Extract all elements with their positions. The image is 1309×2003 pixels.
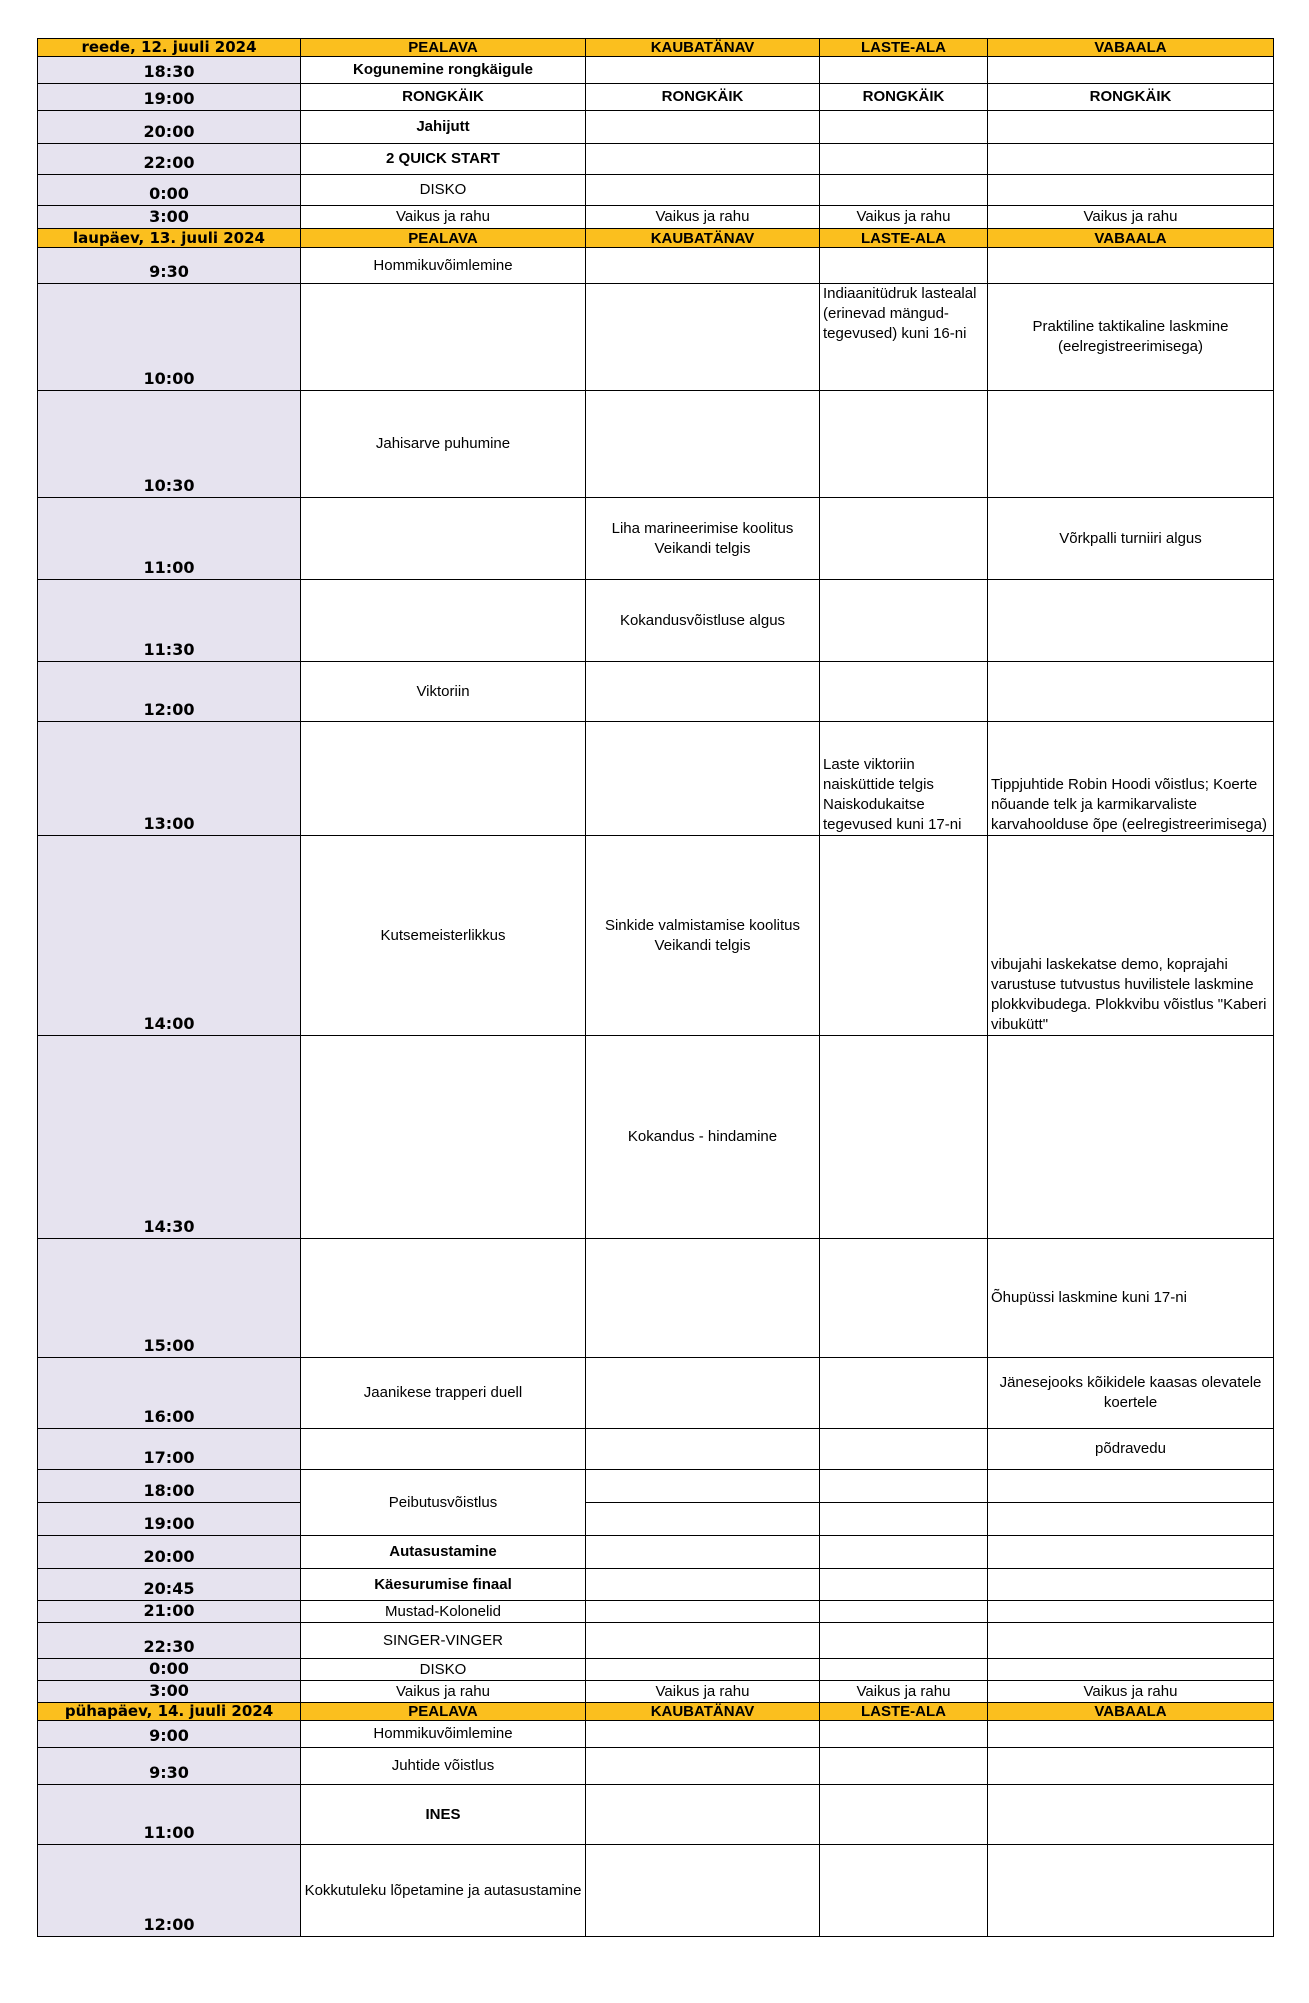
event-cell-pealava: DISKO <box>301 1659 586 1681</box>
event-cell-vabaala: Õhupüssi laskmine kuni 17-ni <box>988 1239 1274 1358</box>
event-cell-kaubat-nav <box>586 57 820 84</box>
time-cell: 22:30 <box>38 1623 301 1659</box>
schedule-row <box>38 1036 1274 1239</box>
event-cell-pealava <box>301 1429 586 1470</box>
day-title: laupäev, 13. juuli 2024 <box>38 229 301 248</box>
schedule-row <box>38 206 1274 229</box>
event-cell-laste-ala <box>820 1623 988 1659</box>
event-cell-vabaala: Vaikus ja rahu <box>988 1681 1274 1703</box>
time-cell: 22:00 <box>38 144 301 175</box>
schedule-row <box>38 1470 1274 1503</box>
event-cell-laste-ala <box>820 662 988 722</box>
event-cell-pealava <box>301 1239 586 1358</box>
event-cell-kaubat-nav <box>586 722 820 836</box>
event-cell-laste-ala <box>820 391 988 498</box>
schedule-row <box>38 1429 1274 1470</box>
event-cell-kaubat-nav <box>586 662 820 722</box>
time-cell: 10:30 <box>38 391 301 498</box>
schedule-row <box>38 836 1274 1036</box>
event-cell-vabaala <box>988 1785 1274 1845</box>
time-cell: 18:00 <box>38 1470 301 1503</box>
event-cell-pealava: INES <box>301 1785 586 1845</box>
event-cell-laste-ala <box>820 580 988 662</box>
event-cell-vabaala: vibujahi laskekatse demo, koprajahi varustuse tutvustus huvilistele laskmine plokkvibudega. Plokkvibu võistlus "Kaberi vibukütt" <box>988 836 1274 1036</box>
event-cell-laste-ala <box>820 1239 988 1358</box>
event-cell-vabaala <box>988 175 1274 206</box>
event-cell-pealava: Käesurumise finaal <box>301 1569 586 1601</box>
event-cell-laste-ala <box>820 111 988 144</box>
event-cell-kaubat-nav: RONGKÄIK <box>586 84 820 111</box>
event-cell-laste-ala <box>820 1569 988 1601</box>
event-cell-laste-ala <box>820 144 988 175</box>
event-cell-laste-ala <box>820 248 988 284</box>
event-cell-laste-ala: Laste viktoriin naisküttide telgis Naiskodukaitse tegevused kuni 17-ni <box>820 722 988 836</box>
time-cell: 9:30 <box>38 1748 301 1785</box>
event-cell-vabaala <box>988 1036 1274 1239</box>
event-cell-pealava: Autasustamine <box>301 1536 586 1569</box>
column-header-laste-ala: LASTE-ALA <box>820 39 988 57</box>
event-cell-pealava: Vaikus ja rahu <box>301 1681 586 1703</box>
event-cell-pealava <box>301 498 586 580</box>
event-cell-pealava: DISKO <box>301 175 586 206</box>
event-cell-kaubat-nav <box>586 175 820 206</box>
event-cell-pealava <box>301 722 586 836</box>
event-cell-kaubat-nav: Liha marineerimise koolitus Veikandi telgis <box>586 498 820 580</box>
schedule-row <box>38 1239 1274 1358</box>
time-cell: 16:00 <box>38 1358 301 1429</box>
event-cell-pealava: Jahisarve puhumine <box>301 391 586 498</box>
event-cell-vabaala: Praktiline taktikaline laskmine (eelregistreerimisega) <box>988 284 1274 391</box>
event-cell-kaubat-nav <box>586 1470 820 1503</box>
schedule-row <box>38 580 1274 662</box>
event-cell-pealava: Vaikus ja rahu <box>301 206 586 229</box>
event-cell-vabaala <box>988 111 1274 144</box>
event-cell-pealava: Mustad-Kolonelid <box>301 1601 586 1623</box>
schedule-row <box>38 1845 1274 1937</box>
event-cell-kaubat-nav: Sinkide valmistamise koolitus Veikandi telgis <box>586 836 820 1036</box>
event-cell-kaubat-nav <box>586 1503 820 1536</box>
event-cell-vabaala <box>988 1536 1274 1569</box>
time-cell: 14:30 <box>38 1036 301 1239</box>
event-cell-kaubat-nav <box>586 1785 820 1845</box>
event-cell-kaubat-nav <box>586 391 820 498</box>
time-cell: 10:00 <box>38 284 301 391</box>
column-header-pealava: PEALAVA <box>301 1703 586 1721</box>
time-cell: 20:00 <box>38 111 301 144</box>
event-cell-vabaala <box>988 1601 1274 1623</box>
event-cell-kaubat-nav <box>586 1845 820 1937</box>
schedule-row <box>38 662 1274 722</box>
time-cell: 15:00 <box>38 1239 301 1358</box>
event-cell-laste-ala <box>820 1503 988 1536</box>
event-cell-laste-ala <box>820 175 988 206</box>
time-cell: 12:00 <box>38 1845 301 1937</box>
event-cell-pealava <box>301 284 586 391</box>
schedule-row <box>38 1358 1274 1429</box>
event-cell-kaubat-nav <box>586 1239 820 1358</box>
time-cell: 13:00 <box>38 722 301 836</box>
column-header-vabaala: VABAALA <box>988 1703 1274 1721</box>
event-cell-kaubat-nav: Vaikus ja rahu <box>586 1681 820 1703</box>
event-cell-pealava: Juhtide võistlus <box>301 1748 586 1785</box>
event-cell-vabaala: Tippjuhtide Robin Hoodi võistlus; Koerte nõuande telk ja karmikarvaliste karvahoolduse õpe (eelregistreerimisega) <box>988 722 1274 836</box>
event-cell-laste-ala <box>820 1721 988 1748</box>
schedule-row <box>38 1681 1274 1703</box>
time-cell: 0:00 <box>38 1659 301 1681</box>
event-cell-pealava: SINGER-VINGER <box>301 1623 586 1659</box>
event-cell-kaubat-nav: Kokandusvõistluse algus <box>586 580 820 662</box>
time-cell: 19:00 <box>38 84 301 111</box>
column-header-vabaala: VABAALA <box>988 39 1274 57</box>
event-cell-laste-ala <box>820 1748 988 1785</box>
schedule-row <box>38 1721 1274 1748</box>
event-cell-laste-ala: RONGKÄIK <box>820 84 988 111</box>
event-cell-pealava: Peibutusvõistlus <box>301 1470 586 1536</box>
event-cell-laste-ala <box>820 1358 988 1429</box>
time-cell: 14:00 <box>38 836 301 1036</box>
event-cell-kaubat-nav <box>586 1569 820 1601</box>
schedule-row <box>38 248 1274 284</box>
event-cell-vabaala <box>988 1470 1274 1503</box>
column-header-laste-ala: LASTE-ALA <box>820 229 988 248</box>
column-header-kaubat-nav: KAUBATÄNAV <box>586 229 820 248</box>
event-cell-pealava: Kokkutuleku lõpetamine ja autasustamine <box>301 1845 586 1937</box>
time-cell: 9:00 <box>38 1721 301 1748</box>
event-cell-laste-ala: Vaikus ja rahu <box>820 206 988 229</box>
schedule-row <box>38 498 1274 580</box>
schedule-row <box>38 1503 1274 1536</box>
event-cell-pealava: Kogunemine rongkäigule <box>301 57 586 84</box>
event-cell-vabaala: Võrkpalli turniiri algus <box>988 498 1274 580</box>
time-cell: 11:30 <box>38 580 301 662</box>
event-cell-kaubat-nav <box>586 111 820 144</box>
schedule-row <box>38 84 1274 111</box>
event-cell-vabaala <box>988 248 1274 284</box>
schedule-row <box>38 1659 1274 1681</box>
column-header-laste-ala: LASTE-ALA <box>820 1703 988 1721</box>
event-cell-pealava: Viktoriin <box>301 662 586 722</box>
time-cell: 17:00 <box>38 1429 301 1470</box>
event-cell-laste-ala <box>820 1536 988 1569</box>
event-cell-kaubat-nav <box>586 1659 820 1681</box>
event-cell-vabaala <box>988 662 1274 722</box>
event-cell-laste-ala <box>820 57 988 84</box>
event-cell-pealava: Jaanikese trapperi duell <box>301 1358 586 1429</box>
event-cell-laste-ala: Vaikus ja rahu <box>820 1681 988 1703</box>
event-cell-kaubat-nav <box>586 1623 820 1659</box>
event-cell-pealava <box>301 1036 586 1239</box>
time-cell: 11:00 <box>38 1785 301 1845</box>
time-cell: 11:00 <box>38 498 301 580</box>
schedule-row <box>38 1748 1274 1785</box>
time-cell: 0:00 <box>38 175 301 206</box>
event-cell-pealava: 2 QUICK START <box>301 144 586 175</box>
event-cell-vabaala <box>988 1721 1274 1748</box>
event-cell-kaubat-nav <box>586 144 820 175</box>
event-cell-laste-ala <box>820 1429 988 1470</box>
event-cell-pealava: Hommikuvõimlemine <box>301 248 586 284</box>
event-cell-kaubat-nav <box>586 1721 820 1748</box>
schedule-row <box>38 144 1274 175</box>
event-cell-vabaala <box>988 1569 1274 1601</box>
event-cell-vabaala <box>988 1503 1274 1536</box>
event-cell-vabaala: Vaikus ja rahu <box>988 206 1274 229</box>
event-cell-vabaala <box>988 57 1274 84</box>
event-cell-pealava <box>301 580 586 662</box>
event-cell-kaubat-nav <box>586 1429 820 1470</box>
schedule-row <box>38 175 1274 206</box>
schedule-row <box>38 57 1274 84</box>
event-cell-vabaala <box>988 391 1274 498</box>
schedule-row <box>38 722 1274 836</box>
column-header-kaubat-nav: KAUBATÄNAV <box>586 1703 820 1721</box>
time-cell: 20:45 <box>38 1569 301 1601</box>
event-cell-pealava: RONGKÄIK <box>301 84 586 111</box>
event-cell-laste-ala <box>820 1470 988 1503</box>
event-cell-laste-ala <box>820 1601 988 1623</box>
time-cell: 3:00 <box>38 206 301 229</box>
day-header-row <box>38 1703 1274 1721</box>
column-header-pealava: PEALAVA <box>301 229 586 248</box>
event-cell-vabaala: RONGKÄIK <box>988 84 1274 111</box>
event-cell-kaubat-nav <box>586 284 820 391</box>
schedule-row <box>38 1536 1274 1569</box>
event-cell-kaubat-nav <box>586 248 820 284</box>
schedule-row <box>38 284 1274 391</box>
day-header-row <box>38 229 1274 248</box>
day-title: reede, 12. juuli 2024 <box>38 39 301 57</box>
event-cell-laste-ala <box>820 1036 988 1239</box>
schedule-row <box>38 1569 1274 1601</box>
event-cell-kaubat-nav <box>586 1358 820 1429</box>
event-cell-kaubat-nav <box>586 1748 820 1785</box>
event-cell-vabaala: Jänesejooks kõikidele kaasas olevatele koertele <box>988 1358 1274 1429</box>
column-header-vabaala: VABAALA <box>988 229 1274 248</box>
column-header-kaubat-nav: KAUBATÄNAV <box>586 39 820 57</box>
event-cell-kaubat-nav: Kokandus - hindamine <box>586 1036 820 1239</box>
event-cell-vabaala <box>988 580 1274 662</box>
column-header-pealava: PEALAVA <box>301 39 586 57</box>
time-cell: 19:00 <box>38 1503 301 1536</box>
event-cell-vabaala <box>988 1623 1274 1659</box>
time-cell: 20:00 <box>38 1536 301 1569</box>
event-cell-vabaala <box>988 1748 1274 1785</box>
time-cell: 12:00 <box>38 662 301 722</box>
schedule-row <box>38 1601 1274 1623</box>
event-cell-pealava: Jahijutt <box>301 111 586 144</box>
event-cell-vabaala: põdravedu <box>988 1429 1274 1470</box>
schedule-row <box>38 1785 1274 1845</box>
event-cell-laste-ala <box>820 1845 988 1937</box>
event-cell-laste-ala: Indiaanitüdruk lastealal (erinevad mängud-tegevused) kuni 16-ni <box>820 284 988 391</box>
event-cell-pealava: Kutsemeisterlikkus <box>301 836 586 1036</box>
event-cell-kaubat-nav <box>586 1601 820 1623</box>
time-cell: 21:00 <box>38 1601 301 1623</box>
festival-schedule-table <box>37 38 1274 1937</box>
event-cell-vabaala <box>988 1845 1274 1937</box>
event-cell-vabaala <box>988 1659 1274 1681</box>
event-cell-kaubat-nav: Vaikus ja rahu <box>586 206 820 229</box>
event-cell-laste-ala <box>820 1659 988 1681</box>
time-cell: 9:30 <box>38 248 301 284</box>
event-cell-pealava: Hommikuvõimlemine <box>301 1721 586 1748</box>
schedule-row <box>38 1623 1274 1659</box>
event-cell-laste-ala <box>820 498 988 580</box>
schedule-row <box>38 391 1274 498</box>
event-cell-laste-ala <box>820 1785 988 1845</box>
day-header-row <box>38 39 1274 57</box>
time-cell: 3:00 <box>38 1681 301 1703</box>
event-cell-kaubat-nav <box>586 1536 820 1569</box>
time-cell: 18:30 <box>38 57 301 84</box>
event-cell-vabaala <box>988 144 1274 175</box>
schedule-row <box>38 111 1274 144</box>
day-title: pühapäev, 14. juuli 2024 <box>38 1703 301 1721</box>
event-cell-laste-ala <box>820 836 988 1036</box>
